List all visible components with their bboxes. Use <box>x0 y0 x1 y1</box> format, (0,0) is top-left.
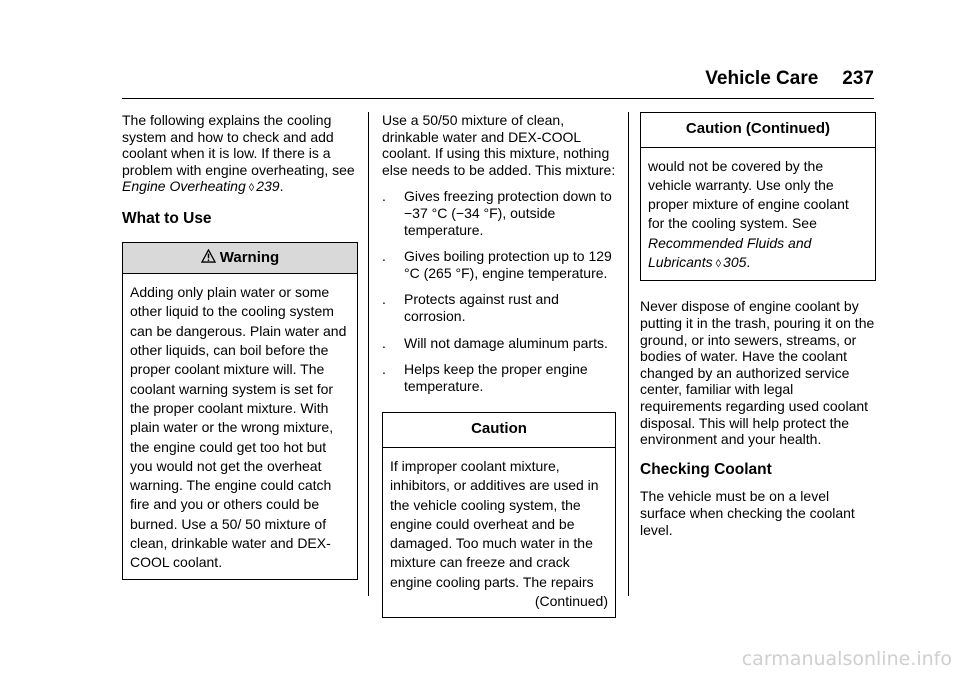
header-rule <box>122 98 874 99</box>
bullet-list <box>382 188 616 394</box>
list-item: . Will not damage aluminum parts. <box>382 334 608 351</box>
engine-overheating-link[interactable]: Engine Overheating <box>122 178 246 195</box>
warning-box <box>122 242 358 580</box>
checking-coolant-heading: Checking Coolant <box>640 460 772 478</box>
continued-label: (Continued) <box>534 592 608 609</box>
warning-triangle-icon <box>201 249 216 263</box>
list-item: . Protects against rust and corrosion. <box>382 291 559 324</box>
caution-body: If improper coolant mixture, inhibitors, or additives are used in the vehicle cooling system, the engine could overheat and be damaged. Too much water in the mixture can freeze and crack engine cooling parts. The repairs (Continued) <box>383 448 615 617</box>
caution-continued-box <box>640 112 876 281</box>
caution-continued-body: would not be covered by the vehicle warranty. Use only the proper mixture of engine coolant for the cooling system. See Recommended Fluids and Lubricants ◊ 305. <box>648 157 849 271</box>
column-left <box>122 112 358 580</box>
what-to-use-heading: What to Use <box>122 209 212 227</box>
checking-paragraph: The vehicle must be on a level surface when checking the coolant level. <box>640 488 855 538</box>
recommended-fluids-link[interactable]: Recommended Fluids and Lubricants <box>648 234 812 271</box>
column-divider-2 <box>628 112 629 596</box>
list-item: . Helps keep the proper engine temperature. <box>382 361 588 394</box>
column-middle <box>382 112 616 618</box>
recommended-fluids-ref[interactable]: 305 <box>723 254 747 271</box>
caution-header: Caution <box>383 413 615 448</box>
warning-header <box>123 243 357 275</box>
page-number: 237 <box>842 68 874 89</box>
list-item: . Gives boiling protection up to 129 °C (265 °F), engine temperature. <box>382 248 612 281</box>
list-item: . Gives freezing protection down to −37 °C (−34 °F), outside temperature. <box>382 188 612 238</box>
section-title: Vehicle Care <box>705 68 819 89</box>
disposal-paragraph: Never dispose of engine coolant by putting it in the trash, pouring it on the ground, or into sewers, streams, or bodies of water. Have the coolant changed by an authorized service center, familiar with legal requirements regarding used coolant disposal. This will help protect the environment and your health. <box>640 298 875 448</box>
column-right <box>640 112 876 548</box>
intro-paragraph: The following explains the cooling system and how to check and add coolant when it is low. If there is a problem with engine overheating, see Engine Overheating ◊ 239. <box>122 112 355 195</box>
warning-body: Adding only plain water or some other liquid to the cooling system can be dangerous. Plain water and other liquids, can boil before the proper coolant mixture will. The coolant warning system is set for the proper coolant mixture. With plain water or the wrong mixture, the engine could get too hot but you would not get the overheat warning. The engine could catch fire and you or others could be burned. Use a 50/ 50 mixture of clean, drinkable water and DEX-COOL coolant. <box>130 284 347 571</box>
watermark: carmanualsonline.info <box>741 648 952 670</box>
caution-continued-header: Caution (Continued) <box>641 113 875 148</box>
page-ref-icon: ◊ <box>248 182 255 195</box>
engine-overheating-ref[interactable]: 239 <box>256 178 280 195</box>
mixture-paragraph: Use a 50/50 mixture of clean, drinkable water and DEX-COOL coolant. If using this mixture, nothing else needs to be added. This mixture: <box>382 112 616 178</box>
column-divider-1 <box>368 112 369 596</box>
warning-title: Warning <box>219 248 280 266</box>
page-header <box>705 68 874 90</box>
caution-box <box>382 412 616 618</box>
page-ref-icon: ◊ <box>715 258 722 271</box>
